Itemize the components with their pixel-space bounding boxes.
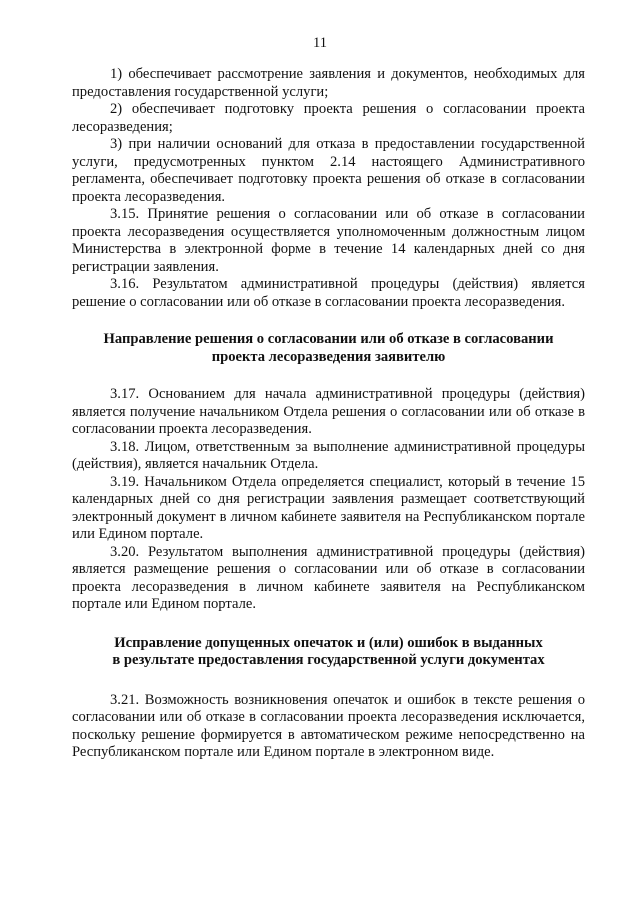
section-heading-sending-decision (72, 331, 585, 366)
paragraph-3-19: 3.19. Начальником Отдела определяется специалист, который в течение 15 календарных дней со дня регистрации заявления размещает соответствующий электронный документ в личном кабинете заявителя на Республиканском портале или Едином портале. (72, 473, 585, 542)
paragraph-item-3: 3) при наличии оснований для отказа в предоставлении государственной услуги, предусмотренных пунктом 2.14 настоящего Административного регламента, обеспечивает подготовку проекта решения об отказе в согласовании проекта лесоразведения. (72, 136, 585, 205)
heading-line: Направление решения о согласовании или об отказе в согласовании (103, 331, 554, 347)
heading-line: в результате предоставления государственной услуги документах (112, 652, 545, 668)
paragraph-3-18: 3.18. Лицом, ответственным за выполнение административной процедуры (действия), является начальник Отдела. (72, 438, 585, 472)
paragraph-3-21: 3.21. Возможность возникновения опечаток и ошибок в тексте решения о согласовании или об отказе в согласовании проекта лесоразведения исключается, поскольку решение формируется в автоматическом режиме непосредственно на Республиканском портале или Едином портале в электронном виде. (72, 691, 585, 760)
paragraph-item-1: 1) обеспечивает рассмотрение заявления и документов, необходимых для предоставления государственной услуги; (72, 66, 585, 100)
page-number: 11 (313, 35, 327, 51)
heading-line: проекта лесоразведения заявителю (211, 348, 446, 365)
paragraph-item-2: 2) обеспечивает подготовку проекта решения о согласовании проекта лесоразведения; (72, 101, 585, 135)
document-body (72, 66, 585, 762)
heading-line: Исправление допущенных опечаток и (или) ошибок в выданных (114, 634, 543, 651)
paragraph-3-17: 3.17. Основанием для начала административной процедуры (действия) является получение начальником Отдела решения о согласовании или об отказе в согласовании проекта лесоразведения. (72, 386, 585, 437)
paragraph-3-20: 3.20. Результатом выполнения административной процедуры (действия) является размещение решения о согласовании или об отказе в согласовании проекта лесоразведения в личном кабинете заявителя на Республиканском портале или Едином портале. (72, 543, 585, 612)
paragraph-3-16: 3.16. Результатом административной процедуры (действия) является решение о согласовании или об отказе в согласовании проекта лесоразведения. (72, 276, 585, 310)
paragraph-3-15: 3.15. Принятие решения о согласовании или об отказе в согласовании проекта лесоразведения осуществляется уполномоченным должностным лицом Министерства в электронной форме в течение 14 календарных дней со дня регистрации заявления. (72, 206, 585, 275)
section-heading-error-correction (72, 635, 585, 670)
